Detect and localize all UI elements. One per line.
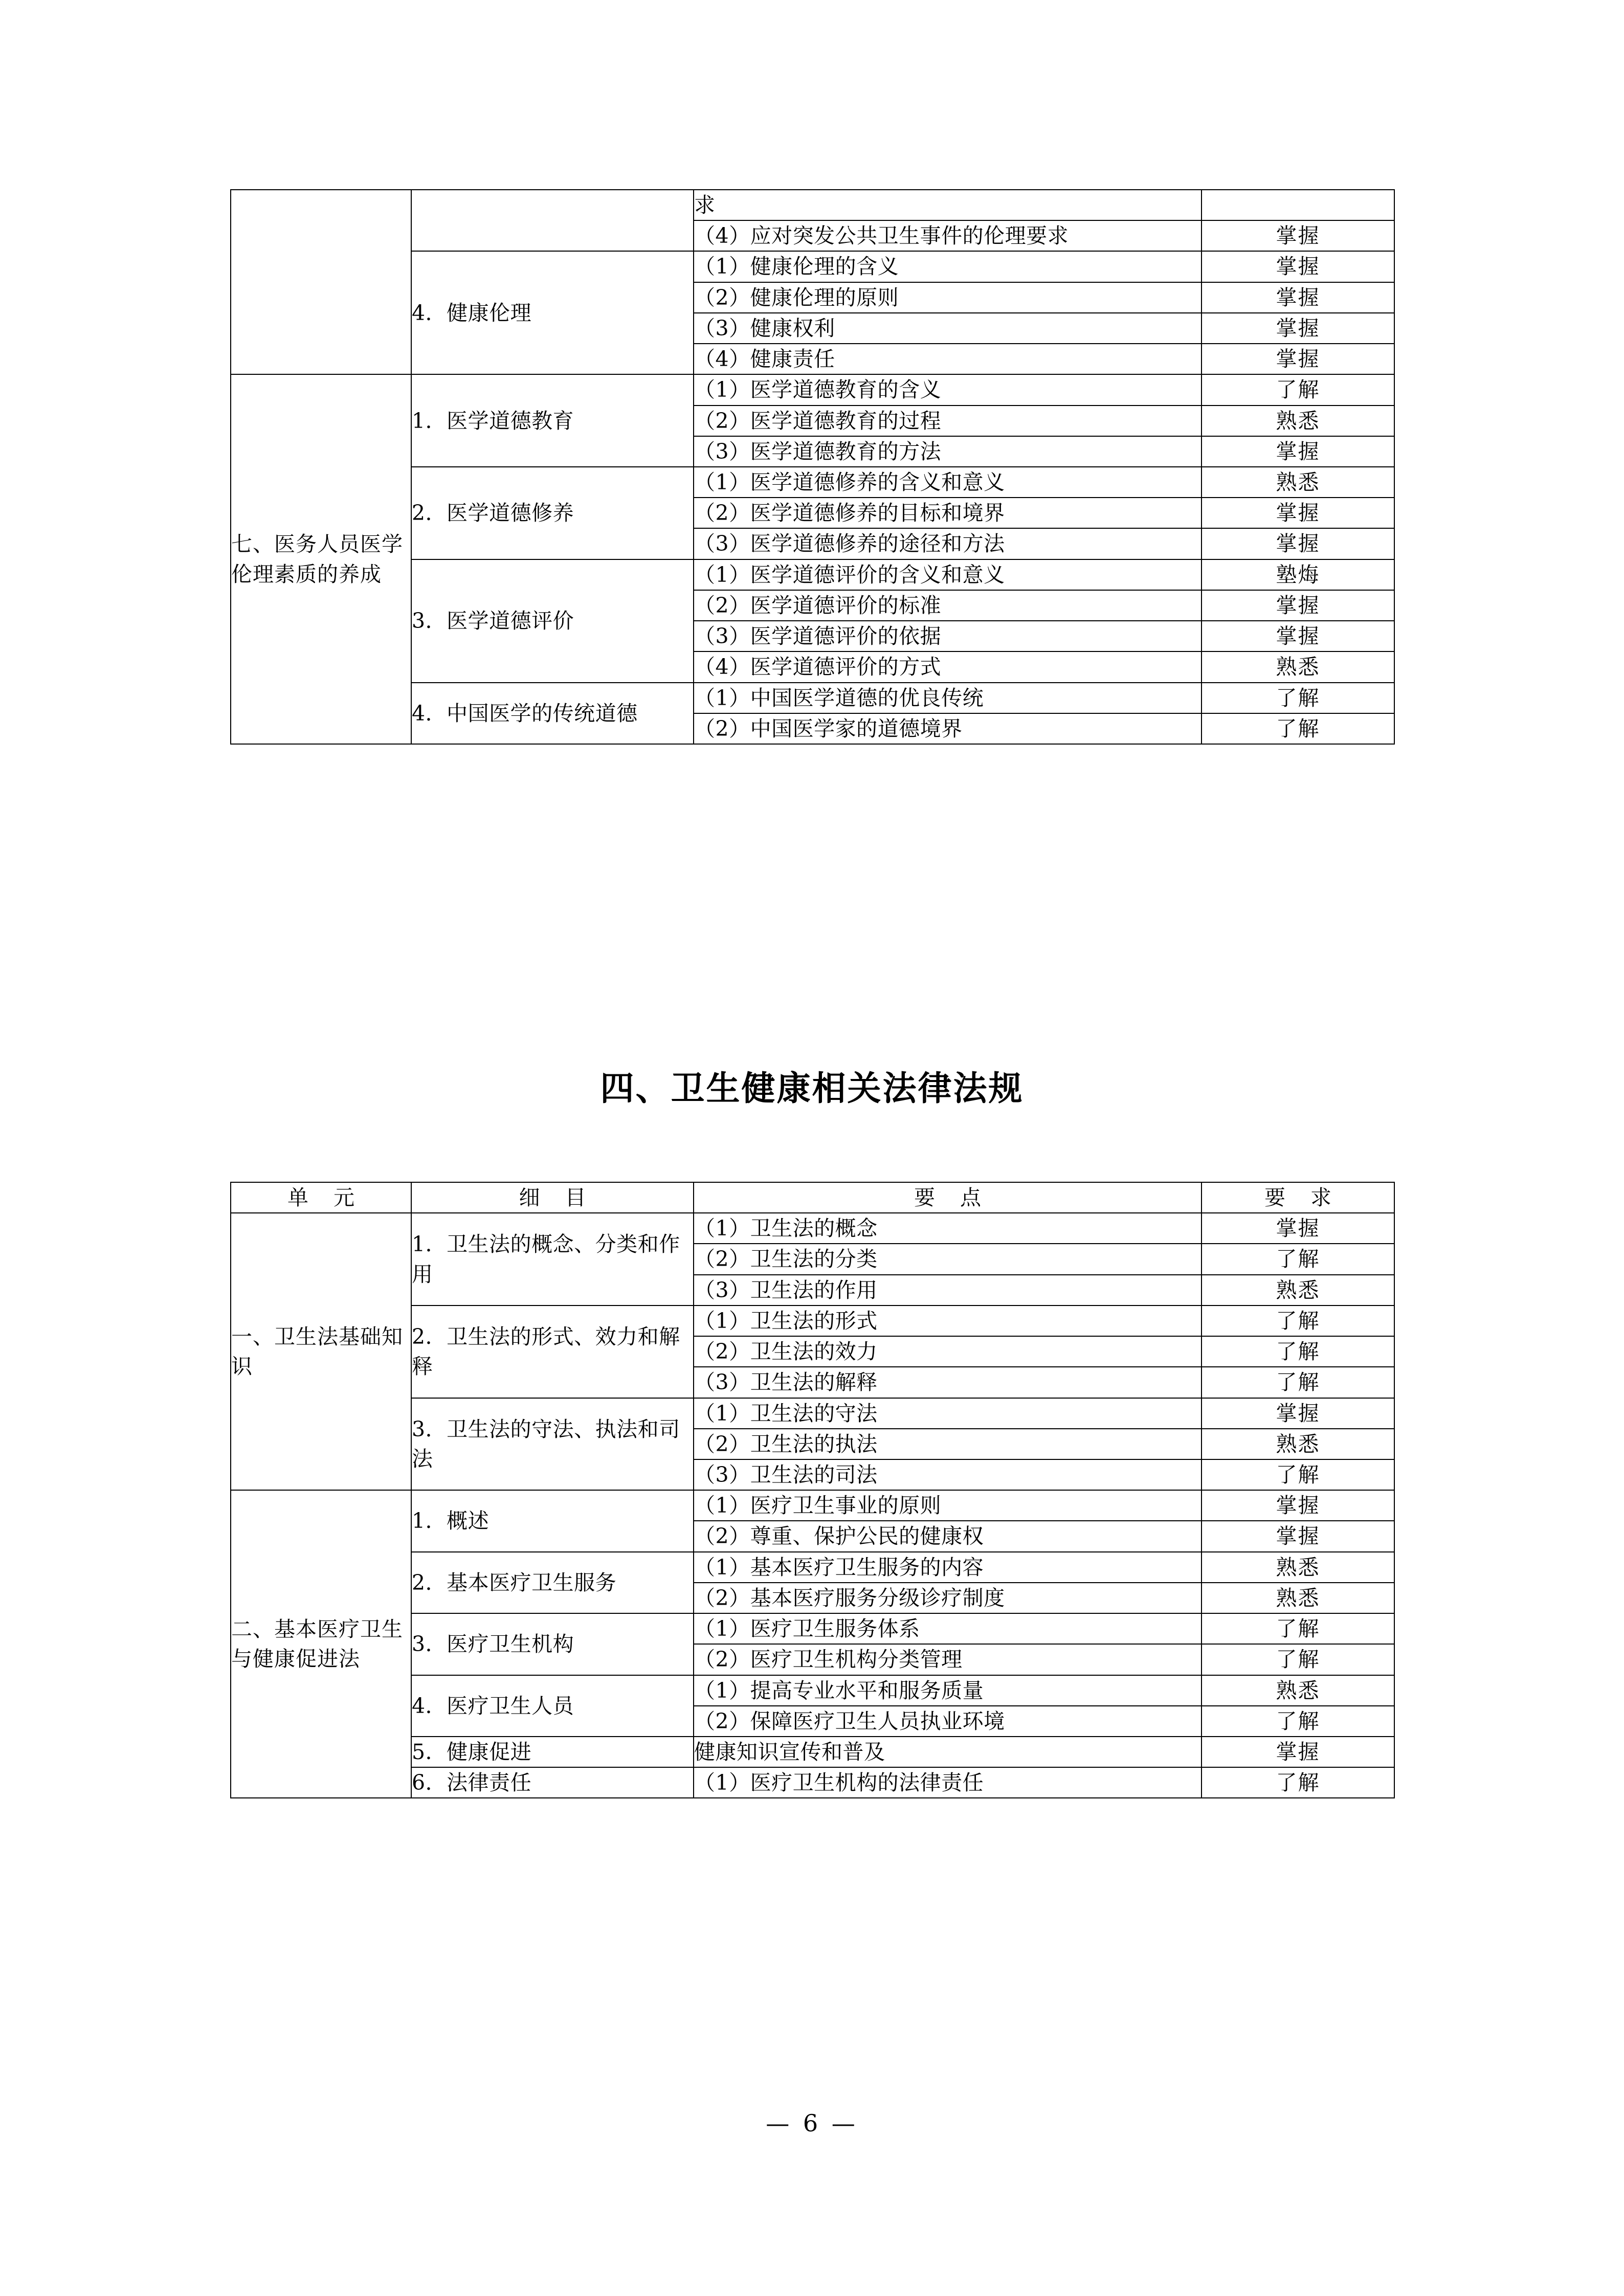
requirement-cell: 塾烸 [1202, 559, 1394, 590]
requirement-cell: 掌握 [1202, 1737, 1394, 1767]
point-cell: （2）基本医疗服务分级诊疗制度 [694, 1583, 1202, 1613]
point-cell: （1）医学道德修养的含义和意义 [694, 467, 1202, 498]
detail-cell: 5．健康促进 [411, 1737, 694, 1767]
requirement-cell: 掌握 [1202, 1490, 1394, 1521]
detail-cell: 1．卫生法的概念、分类和作用 [411, 1213, 694, 1305]
detail-cell: 3．卫生法的守法、执法和司法 [411, 1398, 694, 1491]
detail-cell: 4．医疗卫生人员 [411, 1675, 694, 1737]
requirement-cell: 了解 [1202, 1244, 1394, 1274]
requirement-cell: 了解 [1202, 1459, 1394, 1490]
requirement-cell: 了解 [1202, 1336, 1394, 1367]
point-cell: （3）医学道德修养的途径和方法 [694, 528, 1202, 559]
point-cell: （1）医疗卫生事业的原则 [694, 1490, 1202, 1521]
requirement-cell: 掌握 [1202, 498, 1394, 528]
detail-cell: 3．医学道德评价 [411, 559, 694, 683]
requirement-cell: 掌握 [1202, 344, 1394, 374]
medical-ethics-syllabus-table [230, 189, 1395, 745]
requirement-cell: 熟悉 [1202, 1275, 1394, 1305]
point-cell: （1）医疗卫生机构的法律责任 [694, 1767, 1202, 1798]
point-cell: （1）卫生法的守法 [694, 1398, 1202, 1429]
detail-cell: 2．基本医疗卫生服务 [411, 1552, 694, 1613]
detail-cell [411, 190, 694, 251]
point-cell: （2）医学道德评价的标准 [694, 590, 1202, 621]
requirement-cell: 熟悉 [1202, 1552, 1394, 1583]
requirement-cell: 了解 [1202, 374, 1394, 405]
point-cell: （4）医学道德评价的方式 [694, 651, 1202, 682]
point-cell: （1）卫生法的概念 [694, 1213, 1202, 1244]
detail-cell: 4．中国医学的传统道德 [411, 683, 694, 744]
requirement-cell: 了解 [1202, 713, 1394, 744]
point-cell: （2）卫生法的分类 [694, 1244, 1202, 1274]
detail-cell: 4．健康伦理 [411, 251, 694, 374]
point-cell: （2）卫生法的效力 [694, 1336, 1202, 1367]
requirement-cell: 了解 [1202, 1367, 1394, 1398]
requirement-cell: 掌握 [1202, 1213, 1394, 1244]
detail-cell: 1．概述 [411, 1490, 694, 1551]
requirement-cell: 掌握 [1202, 590, 1394, 621]
point-cell: （1）中国医学道德的优良传统 [694, 683, 1202, 713]
point-cell: （1）医学道德评价的含义和意义 [694, 559, 1202, 590]
requirement-cell: 掌握 [1202, 436, 1394, 467]
health-law-syllabus-table [230, 1182, 1395, 1798]
table-header-row [231, 1182, 1394, 1213]
requirement-cell: 了解 [1202, 683, 1394, 713]
requirement-cell: 掌握 [1202, 621, 1394, 651]
point-cell: （2）健康伦理的原则 [694, 282, 1202, 313]
point-cell: （3）卫生法的解释 [694, 1367, 1202, 1398]
requirement-cell: 了解 [1202, 1644, 1394, 1675]
point-cell: 求 [694, 190, 1202, 220]
point-cell: （2）保障医疗卫生人员执业环境 [694, 1706, 1202, 1737]
point-cell: （2）医学道德教育的过程 [694, 406, 1202, 436]
table-body [231, 1182, 1394, 1798]
point-cell: （3）卫生法的司法 [694, 1459, 1202, 1490]
point-cell: （1）健康伦理的含义 [694, 251, 1202, 282]
requirement-cell: 掌握 [1202, 313, 1394, 344]
point-cell: （2）中国医学家的道德境界 [694, 713, 1202, 744]
column-header-requirement: 要 求 [1202, 1182, 1394, 1213]
requirement-cell: 掌握 [1202, 282, 1394, 313]
requirement-cell: 熟悉 [1202, 406, 1394, 436]
requirement-cell: 掌握 [1202, 251, 1394, 282]
section-heading-four: 四、卫生健康相关法律法规 [600, 1069, 1024, 1108]
point-cell: （3）医学道德教育的方法 [694, 436, 1202, 467]
requirement-cell: 掌握 [1202, 528, 1394, 559]
requirement-cell: 掌握 [1202, 1521, 1394, 1551]
point-cell: （1）基本医疗卫生服务的内容 [694, 1552, 1202, 1583]
requirement-cell [1202, 190, 1394, 220]
point-cell: （2）医学道德修养的目标和境界 [694, 498, 1202, 528]
table-row [231, 190, 1394, 220]
point-cell: （4）应对突发公共卫生事件的伦理要求 [694, 220, 1202, 251]
detail-cell: 1．医学道德教育 [411, 374, 694, 467]
point-cell: 健康知识宣传和普及 [694, 1737, 1202, 1767]
detail-cell: 2．卫生法的形式、效力和解释 [411, 1305, 694, 1398]
point-cell: （1）提高专业水平和服务质量 [694, 1675, 1202, 1706]
point-cell: （1）医学道德教育的含义 [694, 374, 1202, 405]
requirement-cell: 熟悉 [1202, 1583, 1394, 1613]
requirement-cell: 熟悉 [1202, 467, 1394, 498]
point-cell: （1）医疗卫生服务体系 [694, 1613, 1202, 1644]
requirement-cell: 了解 [1202, 1706, 1394, 1737]
unit-cell [231, 190, 411, 374]
point-cell: （2）医疗卫生机构分类管理 [694, 1644, 1202, 1675]
requirement-cell: 掌握 [1202, 220, 1394, 251]
point-cell: （3）卫生法的作用 [694, 1275, 1202, 1305]
requirement-cell: 了解 [1202, 1767, 1394, 1798]
requirement-cell: 熟悉 [1202, 1675, 1394, 1706]
table-body [231, 190, 1394, 744]
table-row [231, 1490, 1394, 1521]
requirement-cell: 掌握 [1202, 1398, 1394, 1429]
point-cell: （3）健康权利 [694, 313, 1202, 344]
unit-cell: 七、医务人员医学伦理素质的养成 [231, 374, 411, 744]
point-cell: （2）卫生法的执法 [694, 1429, 1202, 1459]
column-header-point: 要 点 [694, 1182, 1202, 1213]
requirement-cell: 了解 [1202, 1305, 1394, 1336]
table-row [231, 374, 1394, 405]
column-header-detail: 细 目 [411, 1182, 694, 1213]
point-cell: （2）尊重、保护公民的健康权 [694, 1521, 1202, 1551]
point-cell: （4）健康责任 [694, 344, 1202, 374]
column-header-unit: 单 元 [231, 1182, 411, 1213]
requirement-cell: 熟悉 [1202, 651, 1394, 682]
table-row [231, 1213, 1394, 1244]
requirement-cell: 了解 [1202, 1613, 1394, 1644]
detail-cell: 6．法律责任 [411, 1767, 694, 1798]
requirement-cell: 熟悉 [1202, 1429, 1394, 1459]
point-cell: （1）卫生法的形式 [694, 1305, 1202, 1336]
detail-cell: 2．医学道德修养 [411, 467, 694, 559]
page-number: — 6 — [766, 2109, 858, 2137]
point-cell: （3）医学道德评价的依据 [694, 621, 1202, 651]
unit-cell: 一、卫生法基础知识 [231, 1213, 411, 1490]
unit-cell: 二、基本医疗卫生与健康促进法 [231, 1490, 411, 1798]
detail-cell: 3．医疗卫生机构 [411, 1613, 694, 1675]
